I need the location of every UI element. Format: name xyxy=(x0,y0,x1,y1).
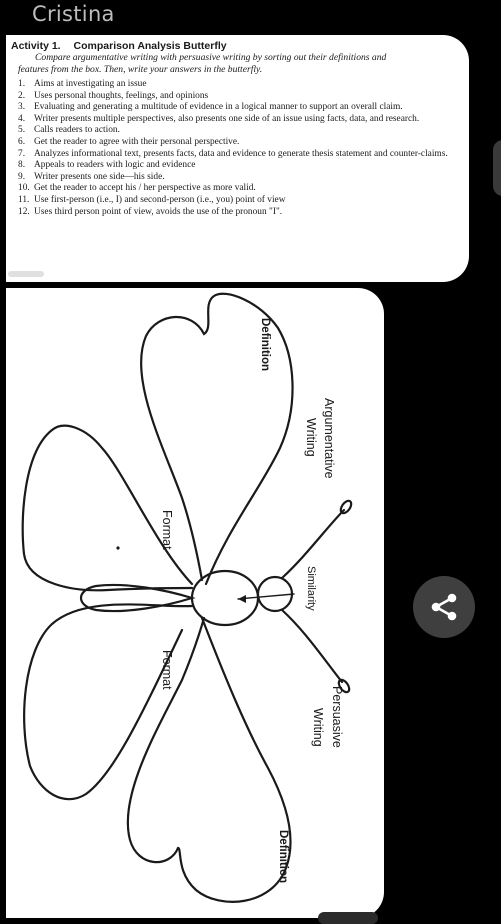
list-item: 6. Get the reader to agree with their personal perspective. xyxy=(18,136,240,147)
contact-name: Cristina xyxy=(32,2,115,26)
list-item: 7. Analyzes informational text, presents facts, data and evidence to generate thesis statement and counter-claims. xyxy=(18,148,448,159)
list-item: 1. Aims at investigating an issue xyxy=(18,79,147,89)
label-format-bottom: Format xyxy=(160,650,174,690)
similarity-arrow xyxy=(238,594,294,599)
list-item: 8. Appeals to readers with logic and evidence xyxy=(18,160,196,171)
activity-title xyxy=(11,40,227,52)
activity-name: Comparison Analysis Butterfly xyxy=(73,40,227,52)
label-format-top: Format xyxy=(160,510,174,550)
label-persuasive-writing-1: Persuasive xyxy=(330,686,344,748)
list-item: 11. Use first-person (i.e., I) and second-person (i.e., you) point of view xyxy=(18,194,286,205)
list-item: 9. Writer presents one side—his side. xyxy=(18,171,165,182)
share-icon xyxy=(429,592,459,622)
activity-card xyxy=(6,35,469,282)
antenna-lower xyxy=(282,610,342,682)
label-argumentative-writing-1: Argumentative xyxy=(322,398,336,479)
list-item: 3. Evaluating and generating a multitude of evidence in a logical manner to support an overall claim. xyxy=(18,102,403,113)
label-similarity: Similarity xyxy=(305,566,317,611)
butterfly-diagram xyxy=(6,288,384,918)
item-list xyxy=(18,79,469,218)
bottom-handle[interactable] xyxy=(318,912,378,924)
watermark xyxy=(8,271,44,277)
label-argumentative-writing-2: Writing xyxy=(304,418,318,457)
share-button[interactable] xyxy=(413,576,475,638)
list-item: 5. Calls readers to action. xyxy=(18,125,120,136)
label-definition-bottom: Definition xyxy=(277,830,289,884)
list-item: 4. Writer presents multiple perspectives, also presents one side of an issue using facts, data, and research. xyxy=(18,113,420,124)
wing-lower-left xyxy=(24,604,192,799)
butterfly-diagram-card xyxy=(6,288,384,918)
instructions-line-1: Compare argumentative writing with persuasive writing by sorting out their definitions and xyxy=(35,52,387,63)
wing-lower-right xyxy=(128,618,291,902)
instructions-line-2: features from the box. Then, write your answers in the butterfly. xyxy=(18,63,263,75)
list-item: 10. Get the reader to accept his / her perspective as more valid. xyxy=(18,183,256,194)
list-item: 12. Uses third person point of view, avoids the use of the pronoun "I". xyxy=(18,206,283,217)
list-item: 2. Uses personal thoughts, feelings, and opinions xyxy=(18,90,209,101)
activity-label: Activity 1. xyxy=(11,40,61,52)
edge-handle[interactable] xyxy=(493,140,501,196)
wing-upper-left xyxy=(23,426,192,591)
label-persuasive-writing-2: Writing xyxy=(311,708,325,747)
label-definition-top: Definition xyxy=(259,318,271,372)
instructions xyxy=(18,52,464,75)
